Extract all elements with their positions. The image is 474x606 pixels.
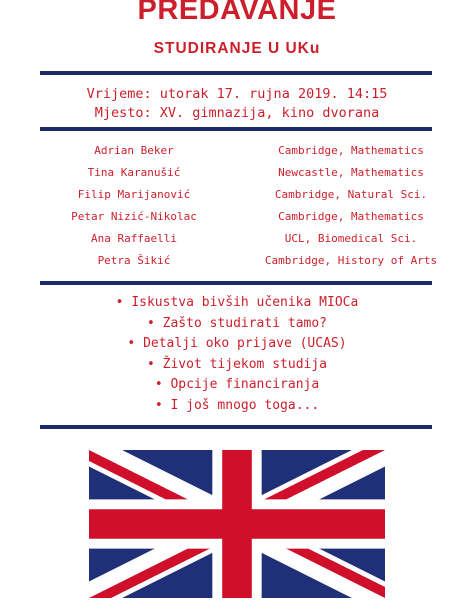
topic-list [0, 293, 474, 416]
divider-info [40, 127, 432, 131]
speaker-row [0, 166, 474, 188]
speaker-name: Ana Raffaelli [90, 232, 178, 245]
speaker-row [0, 144, 474, 166]
union-jack-flag-icon [87, 450, 387, 598]
speaker-university: Newcastle, Mathematics [278, 166, 424, 179]
speaker-name: Petra Šikić [97, 254, 171, 267]
topic-item: • Opcije financiranja [154, 377, 320, 392]
topic-item: • Život tijekom studija [146, 356, 327, 372]
event-place: Mjesto: XV. gimnazija, kino dvorana [94, 105, 380, 121]
topic-item: • Detalji oko prijave (UCAS) [127, 336, 347, 351]
speaker-university: Cambridge, Mathematics [278, 144, 424, 157]
speaker-row [0, 254, 474, 276]
speaker-university: Cambridge, Natural Sci. [274, 188, 428, 201]
event-subtitle: STUDIRANJE U UKu [153, 40, 321, 57]
speaker-university: Cambridge, Mathematics [278, 210, 424, 223]
speaker-row [0, 232, 474, 254]
topic-item: • Iskustva bivših učenika MIOCa [115, 295, 359, 310]
speaker-row [0, 210, 474, 232]
event-time: Vrijeme: utorak 17. rujna 2019. 14:15 [86, 86, 388, 102]
speaker-name: Adrian Beker [94, 144, 174, 157]
speaker-university: UCL, Biomedical Sci. [284, 232, 418, 245]
speaker-university: Cambridge, History of Arts [264, 254, 438, 267]
speaker-name: Tina Karanušić [87, 166, 181, 179]
topic-item: • I još mnogo toga... [154, 397, 320, 413]
divider-topics [40, 425, 432, 429]
divider-speakers [40, 281, 432, 285]
speaker-name: Filip Marijanović [77, 188, 191, 201]
divider-top [40, 71, 432, 75]
event-title: PREDAVANJE [137, 0, 337, 26]
speaker-row [0, 188, 474, 210]
topic-item: • Zašto studirati tamo? [146, 315, 327, 331]
speaker-name: Petar Nizić-Nikolac [71, 210, 197, 223]
